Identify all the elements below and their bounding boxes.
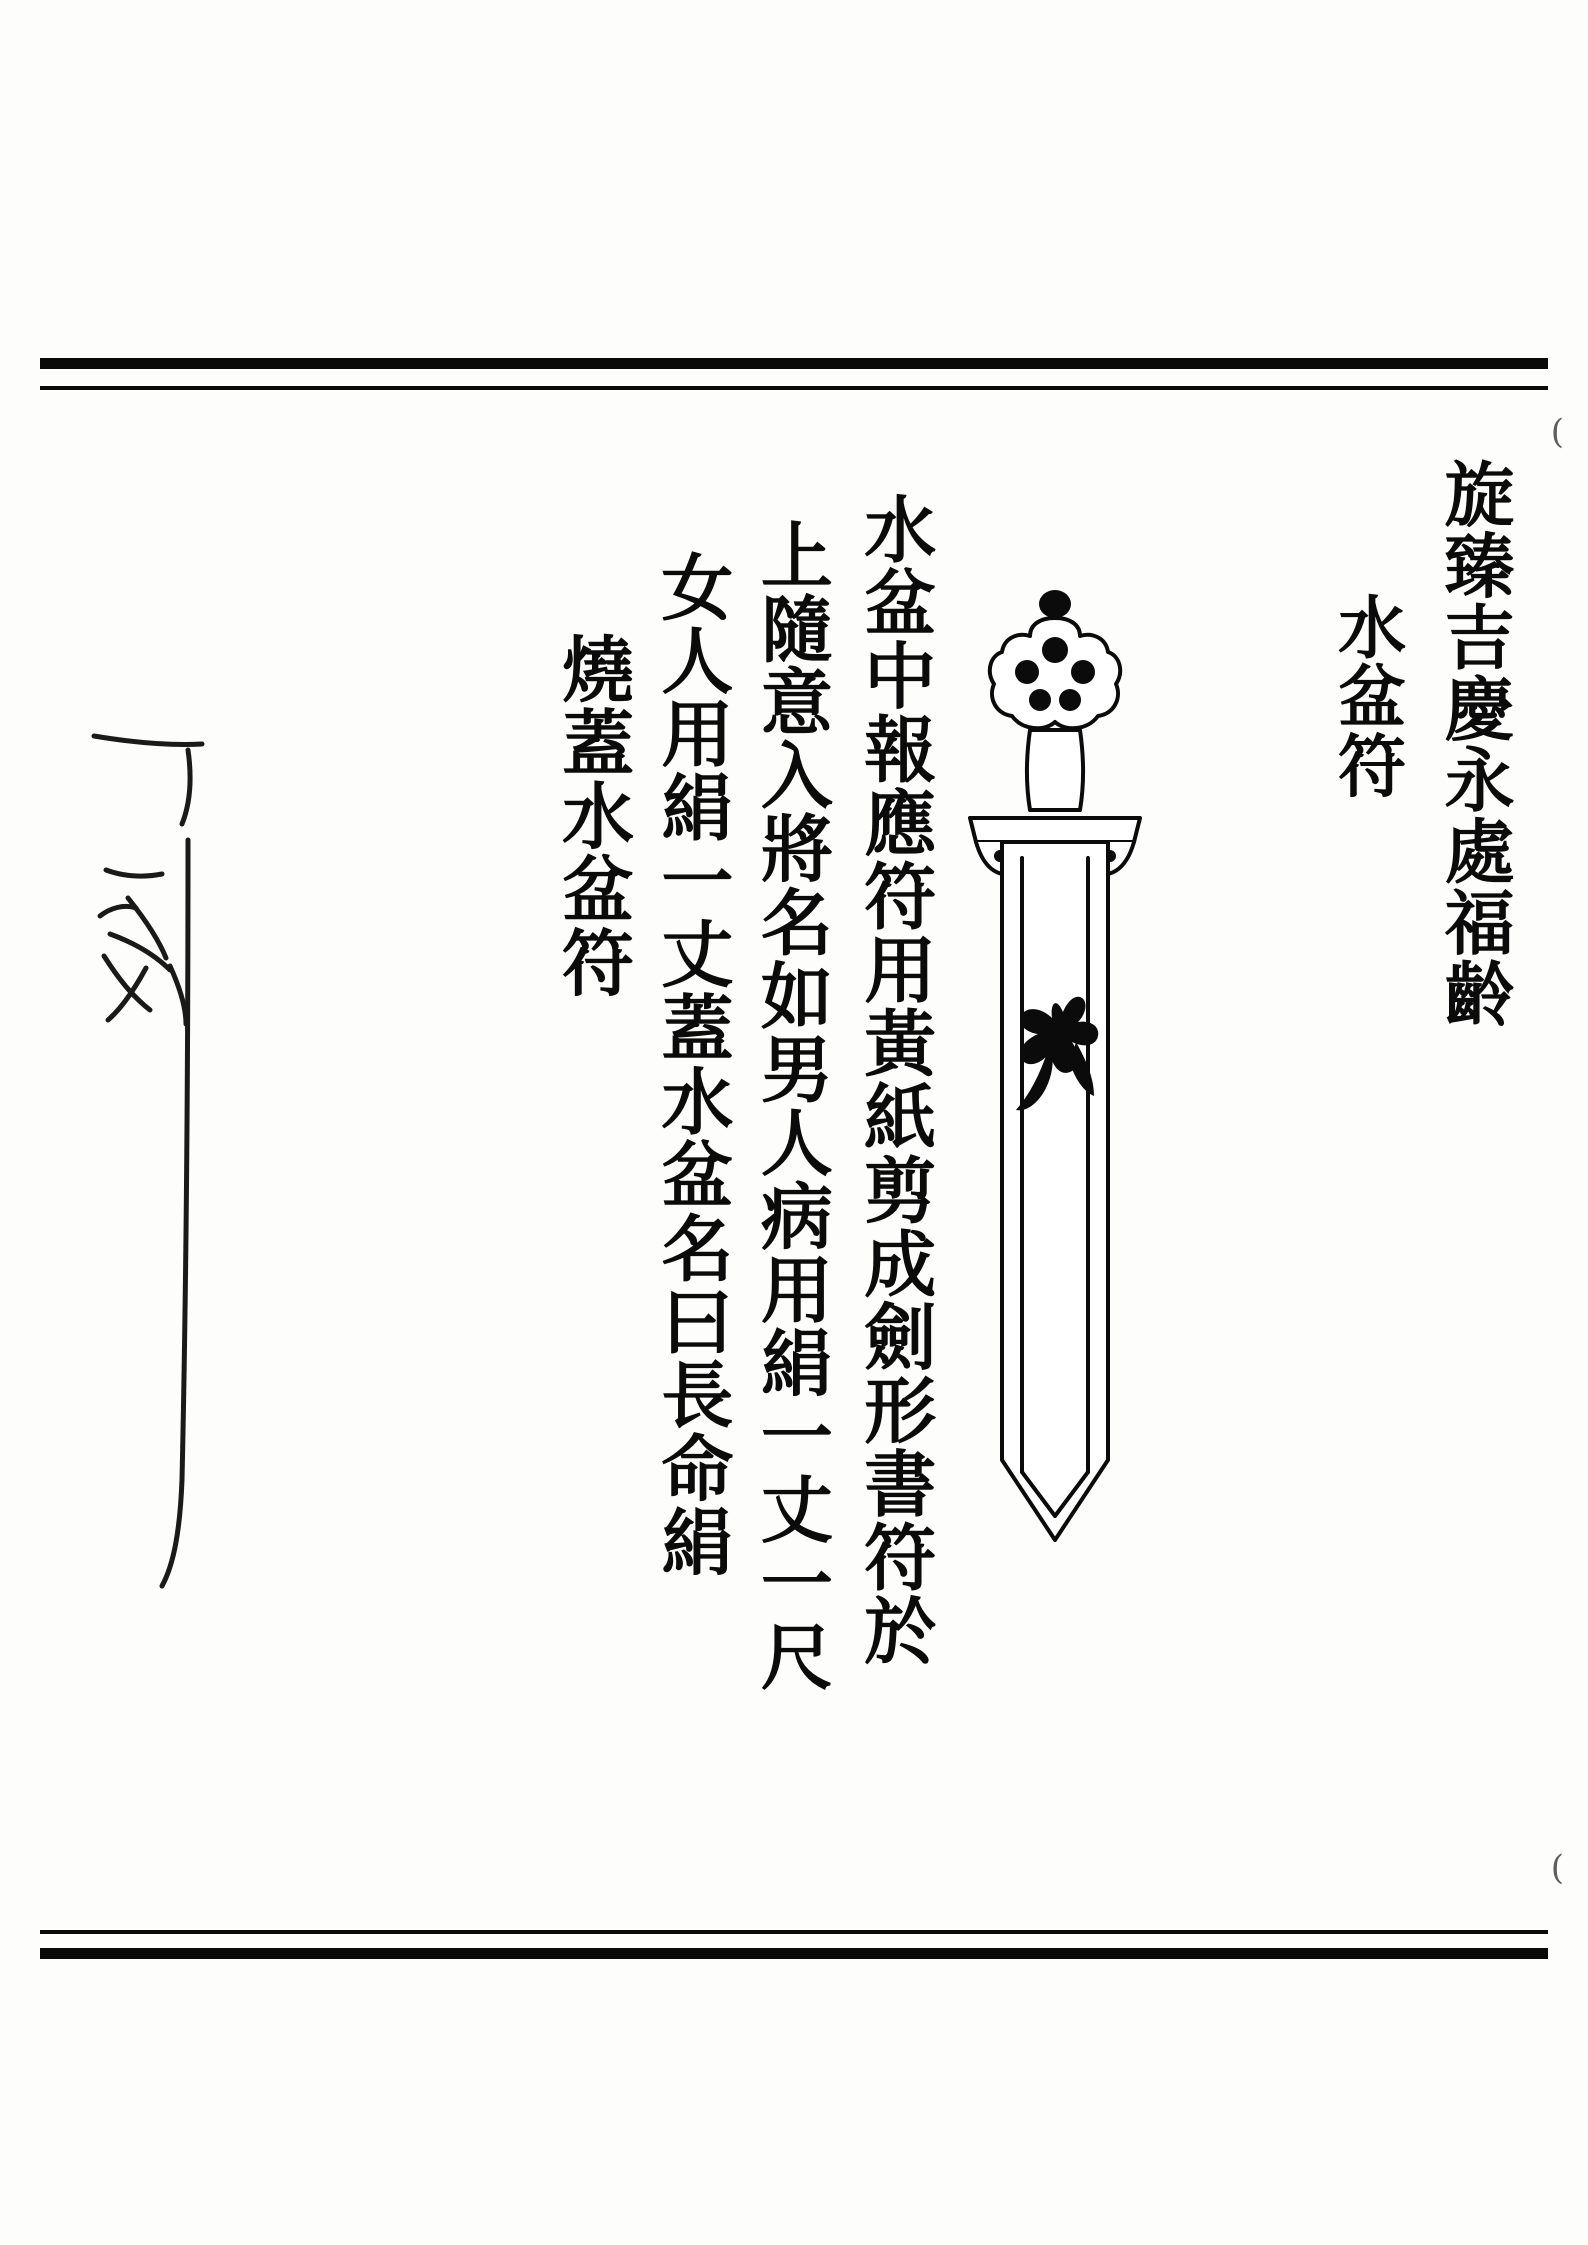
column-body-2: 上隨意入將名如男人病用絹一丈一尺	[748, 518, 834, 1694]
margin-handwritten-note	[70, 720, 250, 1670]
corner-mark-top: (	[1550, 412, 1564, 452]
page-border-bottom-thick	[40, 1948, 1548, 1959]
page-border-top-thin	[40, 386, 1548, 390]
column-body-4: 燒蓋水盆符	[549, 632, 635, 1000]
corner-mark-bottom: (	[1550, 1848, 1564, 1888]
figure-gutter	[931, 420, 1181, 430]
column-title: 旋臻吉慶永處福齡	[1433, 458, 1516, 1030]
vertical-text-block	[70, 420, 1516, 1910]
column-body-3: 女人用絹一丈蓋水盆名曰長命絹	[649, 550, 735, 1579]
sword-talisman-illustration	[930, 580, 1180, 1640]
column-subtitle: 水盆符	[1326, 592, 1407, 801]
page-border-bottom-thin	[40, 1930, 1548, 1934]
column-body-1: 水盆中報應符用黃紙剪成劍形書符於	[852, 492, 938, 1668]
page-border-top-thick	[40, 358, 1548, 369]
